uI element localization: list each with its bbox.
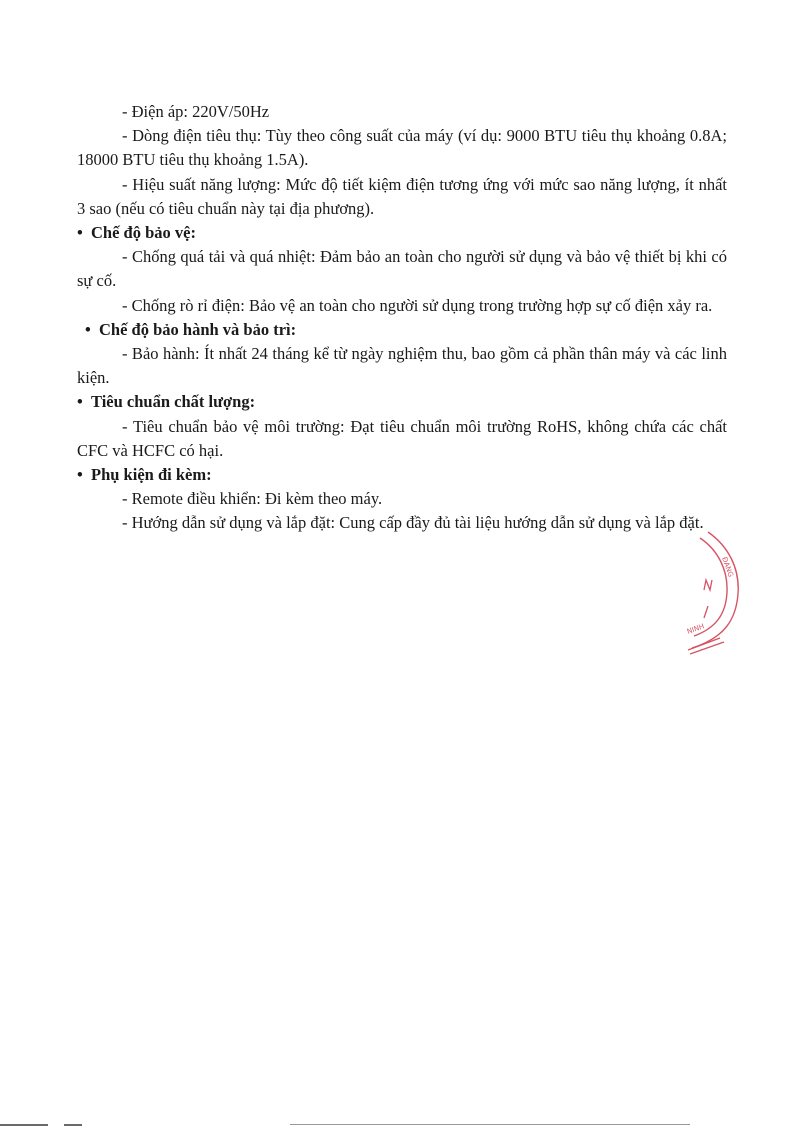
scan-edge-line [64, 1124, 82, 1126]
spec-manual: - Hướng dẫn sử dụng và lắp đặt: Cung cấp đầy đủ tài liệu hướng dẫn sử dụng và lắp đặt. [122, 513, 704, 533]
seal-stamp-icon [680, 528, 750, 658]
heading-label: Chế độ bảo vệ: [91, 223, 196, 243]
heading-quality-standard [77, 390, 727, 414]
bullet-icon: • [77, 465, 83, 485]
scan-edge-line [290, 1124, 690, 1125]
heading-protection [77, 221, 727, 245]
spec-energy-efficiency: - Hiệu suất năng lượng: Mức độ tiết kiệm điện tương ứng với mức sao năng lượng, ít nhất 3 sao (nếu có tiêu chuẩn này tại địa phương). [77, 174, 727, 218]
spec-overload-protection: - Chống quá tải và quá nhiệt: Đảm bảo an toàn cho người sử dụng và bảo vệ thiết bị khi có sự cố. [77, 247, 727, 291]
scan-edge-line [0, 1124, 48, 1126]
heading-label: Phụ kiện đi kèm: [91, 465, 212, 485]
spec-environment-standard: - Tiêu chuẩn bảo vệ môi trường: Đạt tiêu chuẩn môi trường RoHS, không chứa các chất CFC và HCFC có hại. [77, 416, 727, 460]
spec-warranty: - Bảo hành: Ít nhất 24 tháng kể từ ngày nghiệm thu, bao gồm cả phần thân máy và các linh kiện. [77, 344, 727, 388]
heading-warranty [77, 318, 727, 342]
heading-label: Chế độ bảo hành và bảo trì: [99, 319, 297, 339]
spec-current: - Dòng điện tiêu thụ: Tùy theo công suất của máy (ví dụ: 9000 BTU tiêu thụ khoảng 0.8A; 18000 BTU tiêu thụ khoảng 1.5A). [77, 126, 727, 170]
seal-text-top: ĐANG [720, 555, 735, 579]
bullet-icon: • [85, 319, 91, 339]
heading-label: Tiêu chuẩn chất lượng: [91, 392, 256, 412]
spec-leakage-protection: - Chống rò rỉ điện: Bảo vệ an toàn cho người sử dụng trong trường hợp sự cố điện xảy ra. [122, 295, 713, 315]
spec-remote: - Remote điều khiển: Đi kèm theo máy. [122, 489, 383, 509]
document-body [77, 100, 727, 536]
bullet-icon: • [77, 392, 83, 412]
heading-accessories [77, 463, 727, 487]
spec-voltage: - Điện áp: 220V/50Hz [122, 102, 270, 121]
seal-text-bottom: NINH [685, 622, 706, 636]
bullet-icon: • [77, 223, 83, 243]
